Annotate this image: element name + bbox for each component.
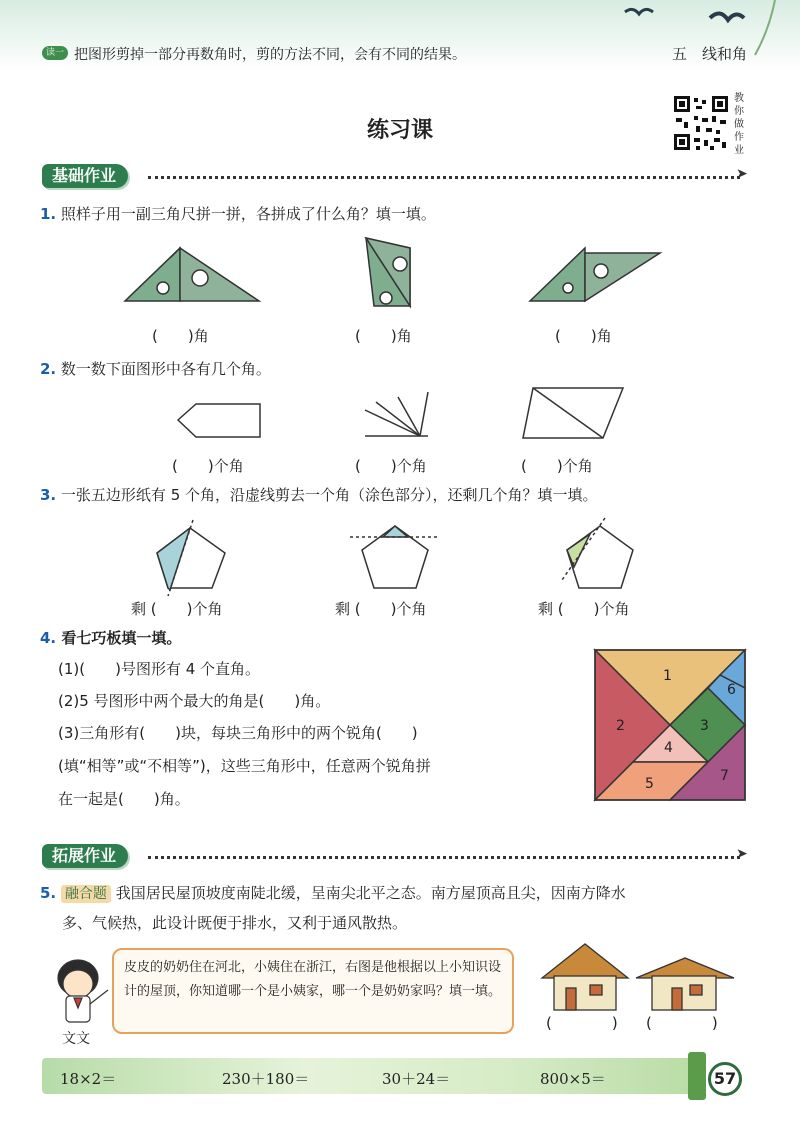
read-tip: 把图形剪掉一部分再数角时，剪的方法不同，会有不同的结果。 [74, 47, 466, 63]
q4-item-3-end: 在一起是( )角。 [58, 790, 190, 808]
q1-answer-3[interactable]: ( )角 [555, 327, 612, 345]
q3-answer-1[interactable]: 剩 ( )个角 [131, 600, 223, 618]
tangram-label-4: 4 [664, 740, 673, 756]
q2-answer-3[interactable]: ( )个角 [521, 457, 593, 475]
bookmark-tab [688, 1052, 706, 1100]
q3-answer-3[interactable]: 剩 ( )个角 [538, 600, 630, 618]
q4-item-3: (3)三角形有( )块，每块三角形中的两个锐角( ) [58, 724, 418, 742]
set-square-figure-1 [125, 248, 259, 301]
question-text: 看七巧板填一填。 [61, 629, 182, 647]
question-text: 数一数下面图形中各有几个角。 [60, 360, 271, 378]
page-title: 练习课 [366, 118, 433, 143]
q2-answer-2[interactable]: ( )个角 [355, 457, 427, 475]
house-answer-2[interactable]: ( ) [646, 1014, 718, 1032]
arrow-right-icon: ➤ [736, 166, 748, 182]
q2-answer-1[interactable]: ( )个角 [172, 457, 244, 475]
tangram-label-1: 1 [663, 668, 672, 684]
pentagon-cut-3 [562, 518, 633, 588]
character-wenwen [58, 960, 108, 1022]
speech-bubble [112, 948, 514, 1034]
question-2 [40, 358, 271, 379]
question-number: 3. [40, 486, 57, 504]
page-number: 57 [708, 1062, 742, 1096]
q1-answer-2[interactable]: ( )角 [355, 327, 412, 345]
question-number: 4. [40, 629, 57, 647]
q4-item-1: (1)( )号图形有 4 个直角。 [58, 660, 261, 678]
calc-4: 800×5＝ [540, 1070, 606, 1088]
section-divider [148, 856, 740, 859]
read-badge: 读一读 [42, 46, 68, 60]
calc-2: 230＋180＝ [222, 1070, 310, 1088]
house-flat-roof [636, 958, 734, 1010]
calc-3: 30＋24＝ [382, 1070, 451, 1088]
question-text-line2: 多、气候热，此设计既便于排水，又利于通风散热。 [62, 914, 408, 932]
q1-answer-1[interactable]: ( )角 [152, 327, 209, 345]
unit-title: 五 线和角 [672, 45, 748, 63]
pentagon-cut-2 [350, 526, 440, 588]
question-text-line1: 我国居民屋顶坡度南陡北缓，呈南尖北平之态。南方屋顶高且尖，因南方降水 [115, 884, 626, 902]
question-number: 1. [40, 205, 57, 223]
pentagon-cut-1 [157, 520, 225, 596]
question-text: 照样子用一副三角尺拼一拼，各拼成了什么角？填一填。 [60, 205, 436, 223]
tangram-label-7: 7 [720, 768, 729, 784]
question-number: 5. [40, 884, 57, 902]
arrow-right-icon: ➤ [736, 846, 748, 862]
house-answer-1[interactable]: ( ) [546, 1014, 618, 1032]
house-steep-roof [542, 944, 628, 1010]
tangram-label-5: 5 [645, 776, 654, 792]
question-number: 2. [40, 360, 57, 378]
section-basic-tag: 基础作业 [42, 164, 128, 188]
qr-label: 教你做作业 [734, 93, 744, 156]
q4-item-2: (2)5 号图形中两个最大的角是( )角。 [58, 692, 331, 710]
calc-1: 18×2＝ [60, 1070, 117, 1088]
fusion-tag: 融合题 [61, 885, 111, 903]
set-square-figure-3 [530, 248, 660, 301]
section-extended-tag: 拓展作业 [42, 844, 128, 868]
tangram-label-3: 3 [700, 718, 709, 734]
question-4 [40, 627, 181, 648]
tangram-label-2: 2 [616, 718, 625, 734]
q3-answer-2[interactable]: 剩 ( )个角 [335, 600, 427, 618]
rays-shape [365, 392, 428, 436]
q4-item-3-cont: (填“相等”或“不相等”)，这些三角形中，任意两个锐角拼 [58, 757, 431, 775]
question-5 [40, 878, 760, 909]
speech-text: 皮皮的奶奶住在河北，小姨住在浙江，右图是他根据以上小知识设计的屋顶，你知道哪一个是小姨家，哪一个是奶奶家吗？填一填。 [124, 960, 502, 999]
set-square-figure-2 [366, 238, 410, 306]
quadrilateral-shape [523, 388, 623, 438]
question-3 [40, 484, 598, 505]
character-name: 文文 [62, 1031, 90, 1047]
pentagon-arrow-shape [178, 404, 260, 437]
tangram-label-6: 6 [727, 682, 736, 698]
question-text: 一张五边形纸有 5 个角，沿虚线剪去一个角（涂色部分），还剩几个角？填一填。 [60, 486, 598, 504]
